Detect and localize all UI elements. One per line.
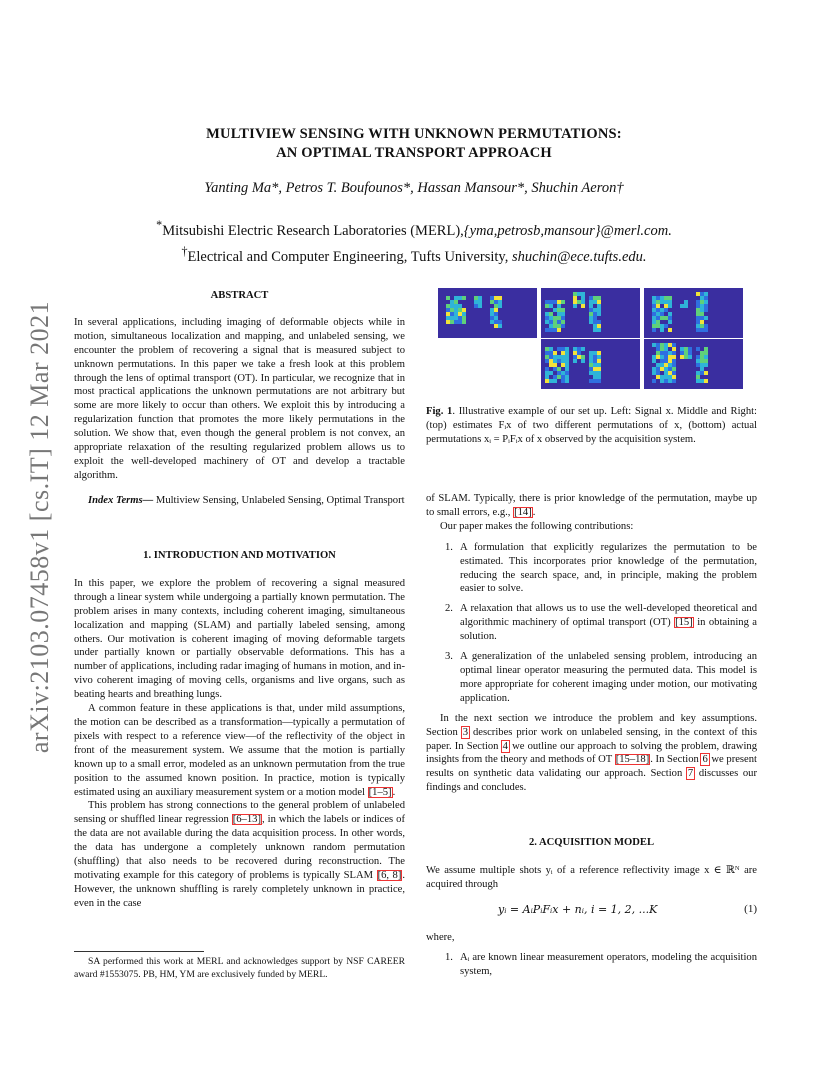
mosaic-pixel — [561, 300, 565, 304]
right-column-text — [426, 492, 757, 795]
acquisition-heading: 2. ACQUISITION MODEL — [528, 837, 655, 848]
where-section — [426, 931, 757, 985]
mosaic-pixel — [672, 379, 676, 383]
intro-paragraph-2: A common feature in these applications is that, under mild assumptions, the motion can be described as a transformation—typically a permutation of pixels with respect to a reference view—of the reflectivity of the object in front of the measurement system. We assume that the motion is partially known up to a small error, modeled as an unknown permutation from the true position to the assumed known position. In practice, motion is typically estimated using an auxiliary measurement system or a motion model [1–5]. — [74, 703, 405, 798]
mosaic-pixel — [553, 379, 557, 383]
list-item-text: Aᵢ are known linear measurement operators, modeling the acquisition system, — [460, 951, 757, 977]
mosaic-pixel — [597, 379, 601, 383]
intro-heading: 1. INTRODUCTION AND MOTIVATION — [143, 550, 336, 561]
mosaic-pixel — [684, 304, 688, 308]
outline-text: discusses our findings and concludes. — [426, 768, 757, 794]
mosaic-pixel — [597, 312, 601, 316]
affiliation-tufts-name: Electrical and Computer Engineering, Tufts University, — [187, 248, 512, 265]
mosaic-pixel — [498, 304, 502, 308]
citation-link[interactable]: [15–18] — [615, 754, 650, 766]
list-number: 1. — [445, 541, 453, 553]
intro-paragraph-1: In this paper, we explore the problem of recovering a signal measured through a linear system while undergoing a partially known permutation. The problem arises in many contexts, including coherent imaging, simultaneous localization and mapping (SLAM) and partially labeled sensing, among others. Our motivation is coherent imaging of moving deformable targets under partially known or partially observable deformations. This has a number of applications, including radar imaging of humans in motion, and in-vivo coherent imaging of moving cells, organisms and live organs, such as beating hearts and breathing lungs. — [74, 577, 405, 701]
citation-link[interactable]: [6–13] — [232, 814, 261, 826]
index-terms-text: Multiview Sensing, Unlabeled Sensing, Optimal Transport — [153, 494, 405, 506]
caption-text: . Illustrative example of our set up. Left: Signal x. Middle and Right: (top) estimates Fᵢx of two different permutations of x, (bottom) actual permutations xᵢ = PᵢFᵢx of x observed by the acquisition system. — [426, 406, 758, 445]
figure-1 — [438, 288, 745, 388]
list-item-text: A relaxation that allows us to use the well-developed theoretical and algorithmic machinery of optimal transport (OT) — [460, 603, 757, 629]
model-list — [426, 951, 757, 979]
list-number: 1. — [445, 951, 453, 963]
section-link[interactable]: 7 — [687, 768, 694, 780]
list-item — [426, 602, 757, 644]
arxiv-stamp-text: arXiv:2103.07458v1 [cs.IT] 12 Mar 2021 — [25, 300, 54, 754]
intro-p3-text-a: This problem has strong connections to the general problem of unlabeled sensing or shuffled linear regression — [74, 800, 405, 826]
citation-link[interactable]: [15] — [675, 617, 693, 629]
list-item-text: A formulation that explicitly regularizes the permutation to be estimated. This incorporates prior knowledge of the permutation, reducing the search space, and, in principle, making the problem easier to solve. — [460, 541, 757, 595]
acquisition-section — [426, 836, 757, 892]
section-link[interactable]: 6 — [702, 754, 708, 766]
estimate-panel-1 — [541, 288, 640, 338]
section-link[interactable]: 3 — [462, 726, 469, 738]
equation-number: (1) — [744, 903, 757, 915]
mosaic-pixel — [581, 304, 585, 308]
mosaic-pixel — [573, 359, 577, 363]
acquisition-text: We assume multiple shots yᵢ of a reference reflectivity image x ∈ ℝᴺ are acquired through — [426, 864, 757, 890]
mosaic-pixel — [704, 379, 708, 383]
mosaic-pixel — [668, 328, 672, 332]
merl-emails: {yma,petrosb,mansour}@merl.com. — [463, 222, 672, 239]
equation-body: yᵢ = AᵢPᵢFᵢx + nᵢ, i = 1, 2, ...K — [498, 903, 658, 916]
estimate-panel-2 — [644, 288, 743, 338]
mosaic-pixel — [704, 371, 708, 375]
affiliations — [0, 215, 828, 267]
list-item — [426, 541, 757, 597]
outline-text: describes prior work on unlabeled sensing, in the context of this paper. In Section — [426, 726, 757, 752]
mosaic-pixel — [462, 320, 466, 324]
index-terms-label: Index Terms— — [88, 494, 154, 506]
author-list: Yanting Ma*, Petros T. Boufounos*, Hassan Mansour*, Shuchin Aeron† — [204, 180, 624, 196]
outline-text: In the next section we introduce the problem and key assumptions. Section — [426, 712, 757, 738]
intro-p2-text: A common feature in these applications is that, under mild assumptions, the motion can be described as a transformation—typically a permutation of pixels with respect to a reference view—of the reflectivity of the object in front of the measurement system. We assume that the motion is partially known up to a small error, modeled as an unknown permutation from the true position to the assumed known position. In practice, motion is typically estimated using an auxiliary measurement system or a motion model — [74, 703, 405, 798]
outline-text: we outline our approach to solving the problem, drawing insights from the theory and methods of OT — [426, 740, 757, 766]
footnote: SA performed this work at MERL and acknowledges support by NSF CAREER award #1553075. PB, HM, YM are exclusively funded by MERL. — [74, 956, 405, 980]
mosaic-pixel — [688, 355, 692, 359]
mosaic-pixel — [462, 296, 466, 300]
mosaic-pixel — [652, 328, 656, 332]
citation-link[interactable]: [6, 8] — [377, 869, 402, 881]
mosaic-pixel — [668, 320, 672, 324]
contributions-intro: Our paper makes the following contributions: — [440, 520, 634, 532]
intro-p3-text-b: , in which the labels or indices of the data are not available during the data acquisition process. In other words, the data has undergone a completely unknown random permutation (shuffling) that also needs to be recovered during reconstruction. The motivating example for this category of problems is typically SLAM — [74, 814, 405, 881]
arxiv-stamp — [22, 297, 58, 757]
mosaic-pixel — [557, 328, 561, 332]
tufts-email: shuchin@ece.tufts.edu. — [511, 248, 647, 265]
where-label: where, — [426, 932, 455, 943]
actual-permutation-panel-1 — [541, 339, 640, 389]
index-terms — [74, 494, 405, 508]
cont-text-b: . — [532, 506, 536, 518]
list-number: 3. — [445, 651, 453, 663]
mosaic-pixel — [660, 328, 664, 332]
affiliation-merl: *Mitsubishi Electric Research Laboratories (MERL),{yma,petrosb,mansour}@merl.com. — [156, 218, 672, 239]
list-item — [426, 951, 757, 979]
list-number: 2. — [445, 603, 453, 615]
outline-paragraph — [426, 712, 757, 795]
citation-link[interactable]: [1–5] — [368, 786, 392, 798]
mosaic-pixel — [668, 304, 672, 308]
mosaic-pixel — [561, 324, 565, 328]
mosaic-pixel — [597, 328, 601, 332]
mosaic-pixel — [704, 308, 708, 312]
mosaic-pixel — [581, 359, 585, 363]
mosaic-pixel — [652, 379, 656, 383]
actual-permutation-panel-2 — [644, 339, 743, 389]
list-item-text: A generalization of the unlabeled sensing problem, introducing an optimal linear operator measuring the permuted data. This model is more appropriate for coherent imaging under motion, our motivating application. — [460, 651, 757, 704]
intro-paragraph-3 — [74, 799, 405, 910]
intro-section — [74, 549, 405, 911]
paper-title — [0, 125, 828, 163]
figure-caption — [426, 405, 757, 447]
footnote-divider — [74, 951, 204, 952]
abstract-heading: ABSTRACT — [210, 290, 269, 301]
outline-text: we present results on synthetic data validating our approach. Section — [426, 754, 757, 780]
affiliation-tufts: †Electrical and Computer Engineering, Tufts University, shuchin@ece.tufts.edu. — [181, 243, 647, 265]
slam-continuation — [426, 492, 757, 520]
mosaic-pixel — [581, 347, 585, 351]
title-line-2: AN OPTIMAL TRANSPORT APPROACH — [276, 145, 552, 161]
cont-text-a: of SLAM. Typically, there is prior knowledge of the permutation, maybe up to small errors, e.g., — [426, 493, 757, 518]
abstract-section — [74, 289, 405, 508]
signal-x-panel — [438, 288, 537, 338]
list-item-text-tail: in obtaining a solution. — [460, 617, 757, 643]
list-item — [426, 650, 757, 706]
intro-p3-text-c: . However, the unknown shuffling is rarely completely unknown in practice, even in the case — [74, 869, 405, 909]
mosaic-pixel — [565, 379, 569, 383]
mosaic-pixel — [704, 328, 708, 332]
contributions-list — [426, 541, 757, 706]
caption-label: Fig. 1 — [426, 406, 453, 417]
affiliation-merl-name: Mitsubishi Electric Research Laboratories (MERL), — [162, 222, 464, 239]
outline-text: . In Section — [650, 754, 702, 766]
mosaic-pixel — [498, 324, 502, 328]
citation-link[interactable]: [14] — [514, 506, 532, 518]
mosaic-pixel — [478, 304, 482, 308]
abstract-text: In several applications, including imaging of deformable objects while in motion, simultaneous localization and mapping, and unlabeled sensing, we encounter the problem of recovering a signal that is measured subject to unknown permutations. In this paper we take a fresh look at this problem through the lens of optimal transport (OT). In particular, we recognize that in most practical applications the unknown permutations are not arbitrary but some are more likely to occur than others. We exploit this by introducing a regularization function that promotes the more likely permutations in the solution. We show that, even though the general problem is not convex, an appropriate relaxation of the resulting regularized problem allows us to exploit the well-developed machinery of OT and develop a tractable algorithm. — [74, 316, 405, 481]
mosaic-pixel — [704, 363, 708, 367]
mosaic-pixel — [704, 316, 708, 320]
title-line-1: MULTIVIEW SENSING WITH UNKNOWN PERMUTATIONS: — [206, 126, 622, 142]
mosaic-pixel — [573, 304, 577, 308]
section-link[interactable]: 4 — [502, 740, 508, 752]
